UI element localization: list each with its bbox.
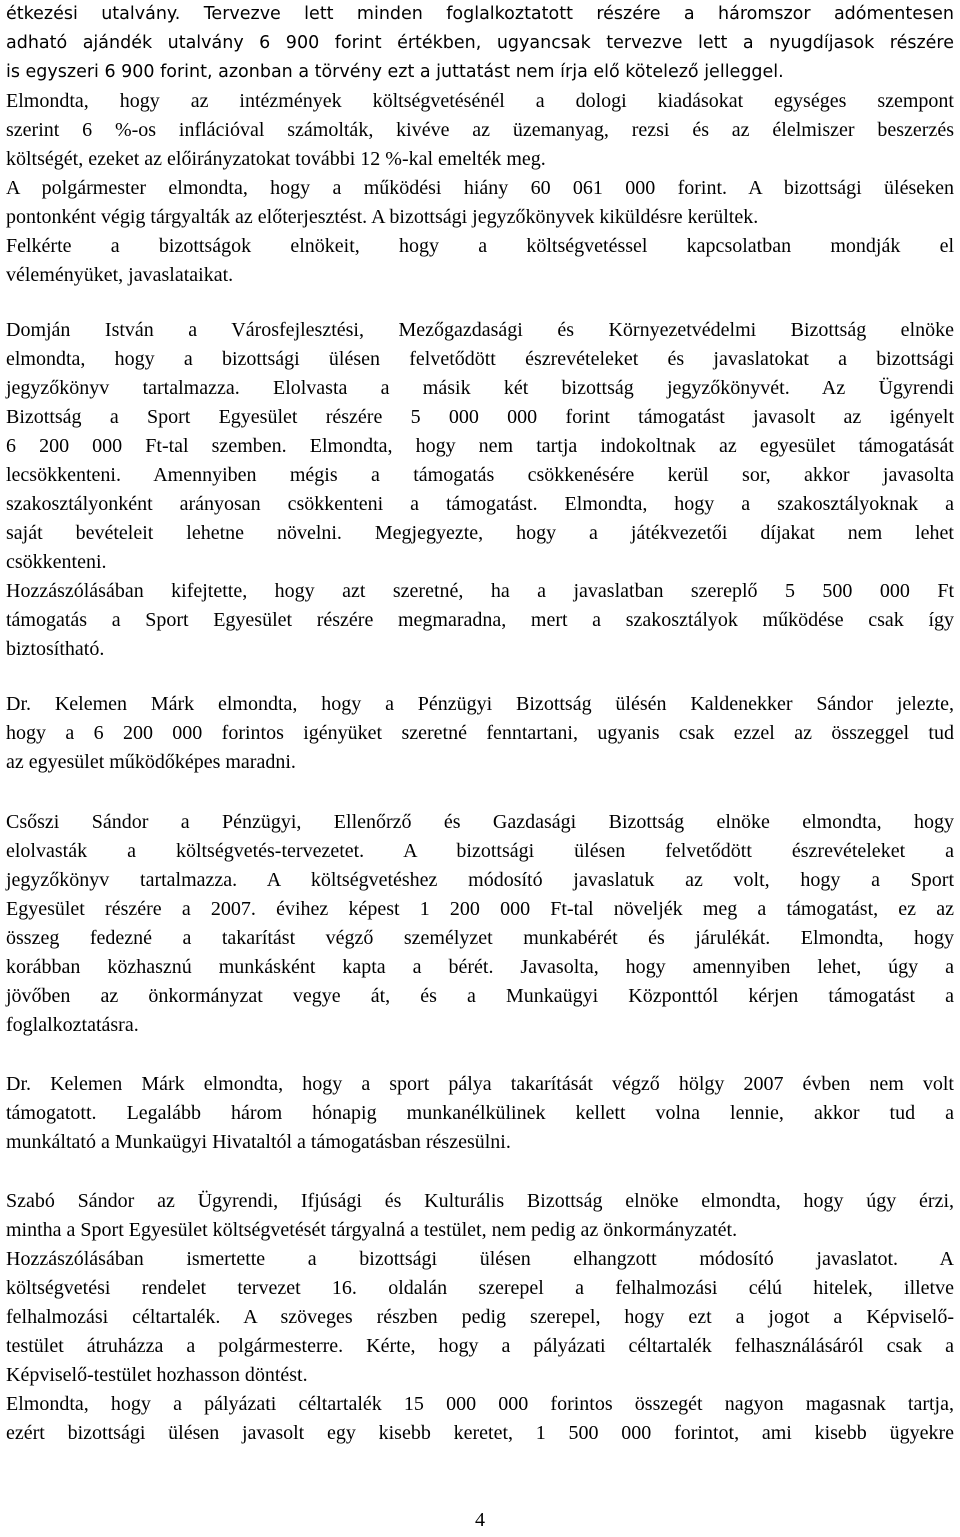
- text-line: összeg fedezné a takarítást végző személyzet munkabérét és járulékát. Elmondta, hogy: [6, 927, 954, 949]
- text-line: étkezési utalvány. Tervezve lett minden foglalkoztatott részére a háromszor adómentesen: [6, 4, 954, 24]
- text-line: A polgármester elmondta, hogy a működési hiány 60 061 000 forint. A bizottsági üléseken: [6, 177, 954, 199]
- text-line: költségét, ezeket az előirányzatokat további 12 %-kal emelték meg.: [6, 148, 546, 170]
- text-line: pontonként végig tárgyalták az előterjesztést. A bizottsági jegyzőkönyvek kiküldésre kerültek.: [6, 206, 759, 228]
- text-line: Bizottság a Sport Egyesület részére 5 000 000 forint támogatást javasolt az igényelt: [6, 406, 954, 428]
- text-line: biztosítható.: [6, 638, 105, 660]
- text-line: Képviselő-testület hozhasson döntést.: [6, 1364, 308, 1386]
- text-line: Domján István a Városfejlesztési, Mezőgazdasági és Környezetvédelmi Bizottság elnöke: [6, 319, 954, 341]
- text-line: Elmondta, hogy az intézmények költségvetésénél a dologi kiadásokat egységes szempont: [6, 90, 954, 112]
- text-line: az egyesület működőképes maradni.: [6, 751, 296, 773]
- text-line: Egyesület részére a 2007. évihez képest 1 200 000 Ft-tal növeljék meg a támogatást, ez az: [6, 898, 954, 920]
- text-line: munkáltató a Munkaügyi Hivataltól a támogatásban részesülni.: [6, 1131, 511, 1153]
- text-line: támogatott. Legalább három hónapig munkanélkülinek kellett volna lennie, akkor tud a: [6, 1102, 954, 1124]
- text-line: Hozzászólásában kifejtette, hogy azt szeretné, ha a javaslatban szereplő 5 500 000 Ft: [6, 580, 954, 602]
- text-line: Szabó Sándor az Ügyrendi, Ifjúsági és Kulturális Bizottság elnöke elmondta, hogy úgy érzi,: [6, 1190, 954, 1212]
- text-line: jövőben az önkormányzat vegye át, és a Munkaügyi Központtól kérjen támogatást a: [6, 985, 954, 1007]
- text-line: Dr. Kelemen Márk elmondta, hogy a sport pálya takarítását végző hölgy 2007 évben nem volt: [6, 1073, 954, 1095]
- page-number: 4: [475, 1509, 485, 1531]
- text-line: testület átruházza a polgármesterre. Kérte, hogy a pályázati céltartalék felhasználásáról csak a: [6, 1335, 954, 1357]
- text-line: Elmondta, hogy a pályázati céltartalék 15 000 000 forintos összegét nagyon magasnak tartja,: [6, 1393, 954, 1415]
- text-line: támogatás a Sport Egyesület részére megmaradna, mert a szakosztályok működése csak így: [6, 609, 954, 631]
- text-line: szakosztályonként arányosan csökkenteni a támogatást. Elmondta, hogy a szakosztályoknak a: [6, 493, 954, 515]
- text-line: is egyszeri 6 900 forint, azonban a törvény ezt a juttatást nem írja elő kötelező jelleggel.: [6, 62, 784, 82]
- text-line: ezért bizottsági ülésen javasolt egy kisebb keretet, 1 500 000 forintot, ami kisebb ügyekre: [6, 1422, 954, 1444]
- text-line: véleményüket, javaslataikat.: [6, 264, 234, 286]
- text-line: elmondta, hogy a bizottsági ülésen felvetődött észrevételeket és javaslatokat a bizottsági: [6, 348, 954, 370]
- text-line: Felkérte a bizottságok elnökeit, hogy a költségvetéssel kapcsolatban mondják el: [6, 235, 954, 257]
- text-line: Csőszi Sándor a Pénzügyi, Ellenőrző és Gazdasági Bizottság elnöke elmondta, hogy: [6, 811, 954, 833]
- text-line: Hozzászólásában ismertette a bizottsági ülésen elhangzott módosító javaslatot. A: [6, 1248, 954, 1270]
- text-line: Dr. Kelemen Márk elmondta, hogy a Pénzügyi Bizottság ülésén Kaldenekker Sándor jelezte,: [6, 693, 954, 715]
- text-line: költségvetési rendelet tervezet 16. oldalán szerepel a felhalmozási célú hitelek, illetve: [6, 1277, 954, 1299]
- text-line: szerint 6 %-os inflációval számolták, kivéve az üzemanyag, rezsi és az élelmiszer beszerzés: [6, 119, 954, 141]
- text-line: 6 200 000 Ft-tal szemben. Elmondta, hogy nem tartja indokoltnak az egyesület támogatását: [6, 435, 954, 457]
- text-line: mintha a Sport Egyesület költségvetését tárgyalná a testület, nem pedig az önkormányzatét.: [6, 1219, 738, 1241]
- text-line: foglalkoztatásra.: [6, 1014, 139, 1036]
- text-line: jegyzőkönyv tartalmazza. A költségvetéshez módosító javaslatuk az volt, hogy a Sport: [6, 869, 954, 891]
- text-line: saját bevételeit lehetne növelni. Megjegyezte, hogy a játékvezetői díjakat nem lehet: [6, 522, 954, 544]
- text-line: elolvasták a költségvetés-tervezetet. A bizottsági ülésen felvetődött észrevételeket a: [6, 840, 954, 862]
- text-line: hogy a 6 200 000 forintos igényüket szeretné fenntartani, ugyanis csak ezzel az összeggel tud: [6, 722, 954, 744]
- text-line: lecsökkenteni. Amennyiben mégis a támogatás csökkenésére kerül sor, akkor javasolta: [6, 464, 954, 486]
- text-line: korábban közhasznú munkásként kapta a bérét. Javasolta, hogy amennyiben lehet, úgy a: [6, 956, 954, 978]
- text-line: csökkenteni.: [6, 551, 107, 573]
- text-line: felhalmozási céltartalék. A szöveges részben pedig szerepel, hogy ezt a jogot a Képviselő-: [6, 1306, 954, 1328]
- text-line: adható ajándék utalvány 6 900 forint értékben, ugyancsak tervezve lett a nyugdíjasok részére: [6, 33, 954, 53]
- text-line: jegyzőkönyv tartalmazza. Elolvasta a másik két bizottság jegyzőkönyvét. Az Ügyrendi: [6, 377, 954, 399]
